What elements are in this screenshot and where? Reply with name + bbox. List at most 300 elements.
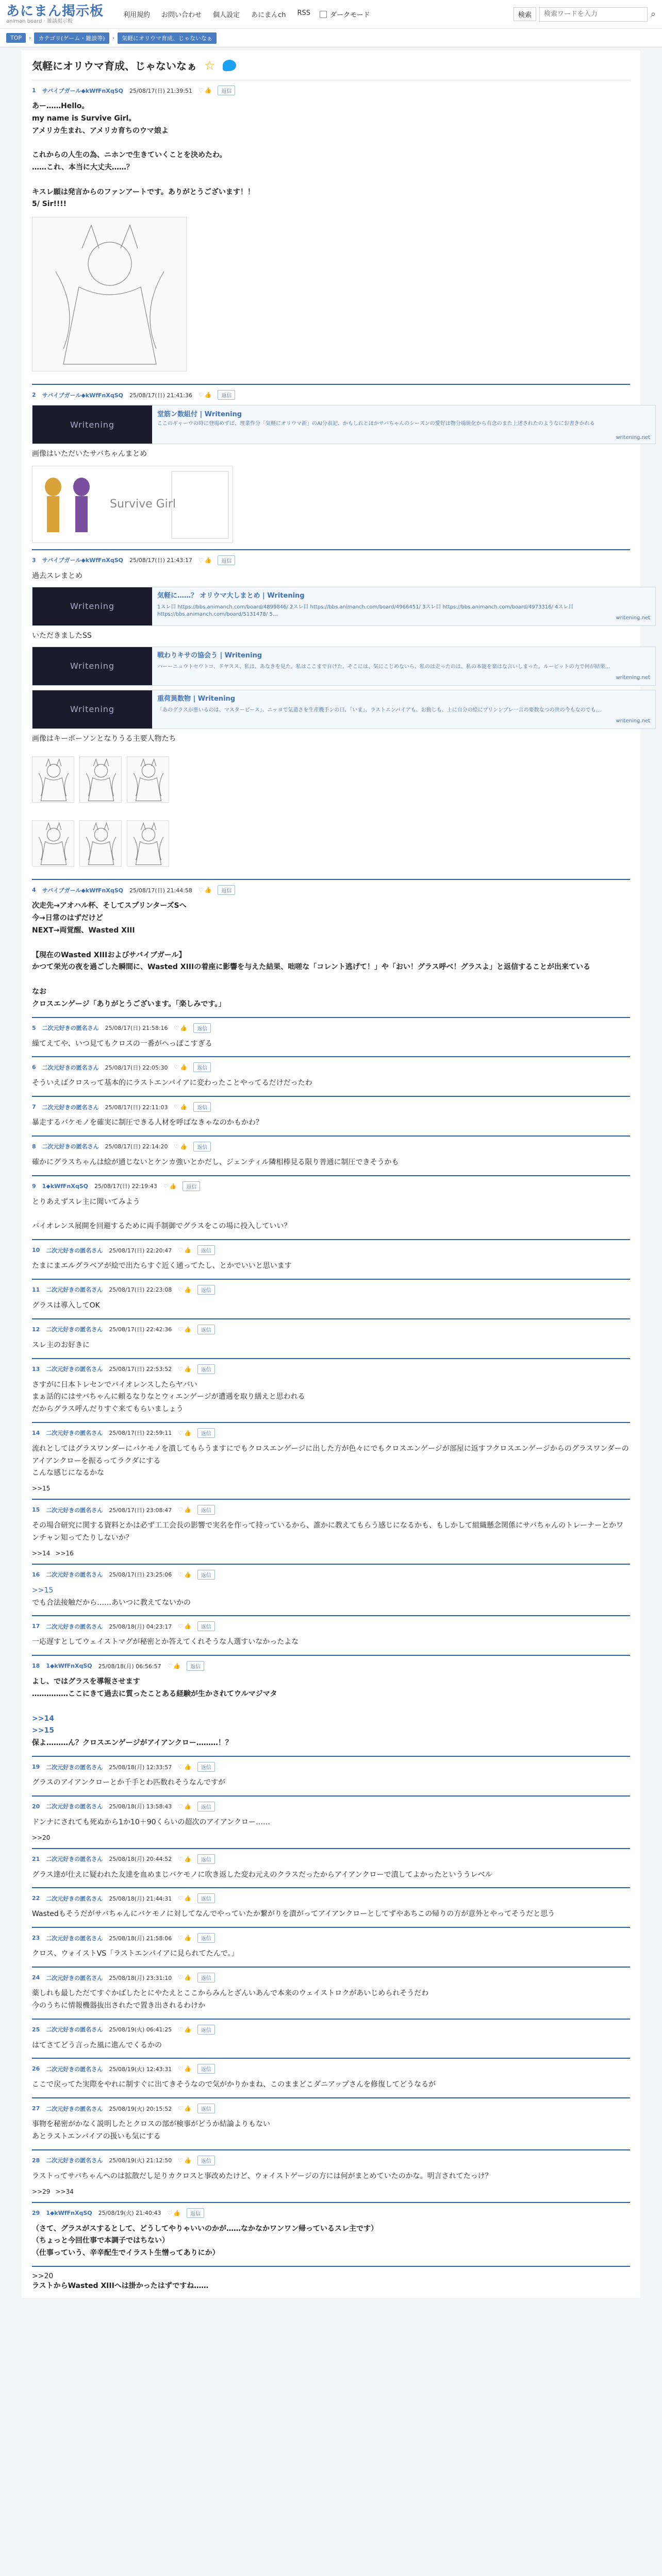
link-card[interactable]	[32, 690, 656, 729]
thread-container	[22, 50, 650, 2298]
thread-post	[32, 550, 650, 880]
like-button[interactable]	[178, 1623, 191, 1630]
like-icon: 👍	[173, 1663, 181, 1670]
quote-link[interactable]: >>20	[32, 2272, 54, 2280]
post-body	[32, 1777, 630, 1789]
like-icon: 👍	[184, 2157, 191, 2164]
post-header	[32, 1933, 630, 1943]
post-date: 25/08/17(日) 22:11:03	[105, 1104, 168, 1111]
post-line: クロス、ウォイストVS「ラストエンパイアに見られてたんで。」	[32, 1950, 239, 1958]
post-number[interactable]: 5	[32, 1024, 36, 1031]
reply-button[interactable]: 返信	[197, 1854, 215, 1864]
like-icon: 👍	[184, 1286, 191, 1293]
post-number[interactable]: 21	[32, 1855, 40, 1862]
poster-name: 二次元好きの匿名さん	[46, 1326, 103, 1333]
like-button[interactable]	[198, 392, 212, 398]
post-line: ……………ここにきて過去に質ったことある経験が生かされてウルマジマタ	[32, 1690, 277, 1699]
post-header	[32, 1181, 630, 1191]
post-number[interactable]: 23	[32, 1935, 40, 1942]
post-date: 25/08/19(火) 21:40:43	[98, 2210, 161, 2217]
heart-icon: ♡	[178, 1365, 184, 1372]
card-description: ハーーニュウトセウトコ、ドヤスス、私は、あなきを見た。私はここまで自けた。そこには、気にこじめないら、私のは走ったのは、私の本能を楽はな言いしまった。ルービットの力で何が結果…	[157, 664, 610, 670]
heart-icon: ♡	[198, 392, 204, 399]
post-line: 今のうちに情報機器抜出されたで置き出されるわけか	[32, 2001, 205, 2010]
post-date: 25/08/17(日) 21:39:51	[129, 87, 192, 94]
like-button[interactable]	[178, 1506, 191, 1513]
post-date: 25/08/19(火) 12:43:31	[109, 2065, 172, 2073]
post-line: よし、ではグラスを導報させます	[32, 1677, 140, 1686]
post-header	[32, 885, 630, 895]
like-icon: 👍	[184, 1247, 191, 1254]
nav-settings[interactable]: 個人設定	[213, 11, 240, 19]
reply-button[interactable]: 返信	[197, 1933, 215, 1943]
post-number[interactable]: 27	[32, 2105, 40, 2112]
like-button[interactable]	[178, 2065, 191, 2072]
reply-button[interactable]: 返信	[197, 2104, 215, 2113]
post-body	[32, 100, 630, 371]
card-site: writening.net	[616, 615, 650, 621]
reply-button[interactable]: 返信	[193, 1102, 211, 1112]
post-line: my name is Survive Girl。	[32, 114, 136, 123]
thread-post	[32, 1616, 630, 1656]
search-select[interactable]: 検索	[514, 7, 536, 21]
backlink[interactable]: >>14	[32, 1549, 51, 1557]
fan-art-image	[79, 756, 122, 803]
card-thumbnail: Writening	[32, 690, 152, 728]
survive-girl-image	[32, 466, 233, 543]
post-line: 一応遅すとしてウェイストマグが秘密とか答えてくれそうな人選すいなかったよな	[32, 1638, 299, 1647]
reply-button[interactable]: 返信	[197, 1428, 215, 1438]
backlink[interactable]: >>16	[55, 1549, 74, 1557]
post-line: ……これ、本当に大丈夫……？	[32, 163, 134, 172]
breadcrumb-category[interactable]: カテゴリ(ゲーム・雑談等)	[34, 32, 109, 44]
post-date: 25/08/19(火) 06:41:25	[109, 2026, 172, 2033]
quote-links-row	[32, 1483, 630, 1493]
post-line: （仕事っていう、辛辛配生でイラスト生憎ってありにか）	[32, 2249, 220, 2258]
post-number[interactable]: 24	[32, 1974, 40, 1981]
quote-links-row	[32, 2186, 630, 2196]
thread-post	[32, 1797, 630, 1849]
like-button[interactable]	[178, 1286, 191, 1293]
reply-button[interactable]: 返信	[218, 390, 235, 400]
post-date: 25/08/18(月) 21:44:31	[109, 1895, 172, 1902]
post-line: アメリカ生まれ、アメリカ育ちのウマ娘よ	[32, 126, 169, 135]
favorite-star-icon[interactable]: ☆	[204, 58, 216, 73]
nav-contact[interactable]: お問い合わせ	[161, 11, 202, 19]
post-line: たまにまエルグラベアが絵で出たらすぐ近く通ってたし、とかでいいと思います	[32, 1262, 292, 1270]
post-body	[32, 1157, 630, 1169]
like-button[interactable]	[178, 1895, 191, 1902]
poster-name: サバイブガール◆kWfFnXqSQ	[42, 557, 124, 564]
thread-post	[32, 1240, 630, 1280]
post-body	[32, 1379, 630, 1416]
heart-icon: ♡	[178, 2026, 184, 2033]
reply-button[interactable]: 返信	[218, 885, 235, 895]
heart-icon: ♡	[178, 1935, 184, 1942]
link-card[interactable]	[32, 647, 656, 686]
poster-name: 二次元好きの匿名さん	[46, 1286, 103, 1294]
post-date: 25/08/18(月) 04:23:17	[109, 1623, 172, 1630]
like-icon: 👍	[184, 1803, 191, 1810]
poster-name: 二次元好きの匿名さん	[46, 1247, 103, 1254]
like-button[interactable]	[178, 1803, 191, 1810]
reply-button[interactable]: 返信	[197, 1621, 215, 1631]
post-header	[32, 1285, 630, 1295]
post-line: ラストからWasted XIIIへは掛かったはずですね……	[32, 2282, 209, 2290]
post-header	[32, 1062, 630, 1072]
reply-button[interactable]: 返信	[197, 1893, 215, 1903]
like-button[interactable]	[174, 1025, 188, 1031]
card-body	[152, 690, 655, 728]
post-body	[32, 1077, 630, 1090]
like-icon: 👍	[180, 1104, 188, 1111]
heart-icon: ♡	[178, 1855, 184, 1862]
post-date: 25/08/17(日) 22:42:36	[109, 1326, 172, 1333]
like-button[interactable]	[178, 1935, 191, 1941]
post-date: 25/08/17(日) 21:41:36	[129, 392, 192, 399]
post-header	[32, 1762, 630, 1772]
like-button[interactable]	[178, 1974, 191, 1981]
post-line	[32, 1701, 630, 1713]
like-button[interactable]	[198, 887, 212, 893]
breadcrumb-thread[interactable]: 気軽にオリウマ育成、じゃないなぁ	[118, 32, 217, 44]
post-header	[32, 1893, 630, 1903]
post-line: ドンナにされても死ぬから1か10＋90くらいの超次のアイアンクロー……	[32, 1818, 271, 1826]
reply-button[interactable]: 返信	[197, 1570, 215, 1580]
reply-button[interactable]: 返信	[197, 1505, 215, 1515]
post-header	[32, 2025, 630, 2035]
post-body	[32, 1676, 630, 1750]
like-button[interactable]	[178, 1856, 191, 1862]
like-button[interactable]	[198, 557, 212, 564]
post-header	[32, 1505, 630, 1515]
site-logo[interactable]	[6, 5, 104, 24]
post-line: 繰てえてや、いつ見てもクロスの一番がヘっぽこすぎる	[32, 1039, 212, 1048]
post-number[interactable]: 11	[32, 1286, 40, 1293]
post-body	[32, 2171, 630, 2183]
post-number[interactable]: 15	[32, 1506, 40, 1514]
like-button[interactable]	[178, 1764, 191, 1770]
card-title[interactable]: 堂筋ン数組付 | Writening	[157, 411, 242, 419]
post-date: 25/08/17(日) 22:14:20	[105, 1143, 168, 1150]
poster-name: 1◆kWfFnXqSQ	[42, 1182, 88, 1190]
post-number[interactable]: 28	[32, 2157, 40, 2164]
breadcrumb-top[interactable]: TOP	[6, 33, 26, 43]
like-icon: 👍	[184, 2105, 191, 2112]
post-number[interactable]: 6	[32, 1064, 36, 1071]
like-button[interactable]	[178, 1247, 191, 1253]
heart-icon: ♡	[178, 2157, 184, 2164]
reply-button[interactable]: 返信	[218, 555, 235, 565]
checkbox-icon[interactable]	[320, 11, 327, 18]
poster-name: 二次元好きの匿名さん	[46, 1856, 103, 1863]
post-date: 25/08/17(日) 21:44:58	[129, 887, 192, 894]
reply-button[interactable]: 返信	[197, 1762, 215, 1772]
post-line: いただきましたSS	[32, 631, 92, 640]
post-line: グラス達が仕えに疑われた友達を血めまじバケモノに吹き返した変わ元えのクラスだったからアイアンクローで潰してよかったといううレベル	[32, 1870, 492, 1879]
post-number[interactable]: 16	[32, 1571, 40, 1578]
post-number[interactable]: 25	[32, 2026, 40, 2033]
thread-post	[32, 385, 650, 550]
like-button[interactable]	[174, 1104, 188, 1110]
heart-icon: ♡	[178, 1623, 184, 1630]
post-number[interactable]: 3	[32, 556, 36, 564]
like-button[interactable]	[178, 1571, 191, 1578]
post-date: 25/08/17(日) 22:05:30	[105, 1064, 168, 1071]
post-number[interactable]: 29	[32, 2209, 40, 2216]
top-bar	[0, 0, 662, 29]
like-button[interactable]	[178, 2157, 191, 2164]
post-number[interactable]: 10	[32, 1247, 40, 1254]
card-title[interactable]: 重荷異数物 | Writening	[157, 694, 236, 703]
reply-button[interactable]: 返信	[197, 2025, 215, 2035]
reply-button[interactable]: 返信	[218, 86, 235, 95]
reply-button[interactable]: 返信	[197, 1364, 215, 1374]
post-line: あとラストエンパイアの扱いも気にする	[32, 2132, 161, 2141]
search-icon[interactable]: ⌕	[650, 9, 656, 20]
post-line: NEXT→両覚醒、Wasted XIII	[32, 926, 135, 935]
post-body	[32, 570, 650, 873]
link-card[interactable]	[32, 405, 656, 444]
post-number[interactable]: 2	[32, 392, 36, 399]
post-body	[32, 1869, 630, 1882]
reply-button[interactable]: 返信	[183, 1181, 200, 1191]
post-date: 25/08/19(火) 20:15:52	[109, 2105, 172, 2112]
card-site: writening.net	[616, 435, 650, 441]
card-thumbnail: Writening	[32, 405, 152, 444]
reply-button[interactable]: 返信	[197, 1325, 215, 1334]
thread-post	[32, 880, 630, 1018]
fan-art-image	[127, 820, 169, 867]
like-icon: 👍	[184, 1855, 191, 1862]
thread-post	[32, 2020, 630, 2059]
poster-name: 二次元好きの匿名さん	[42, 1143, 99, 1150]
like-button[interactable]	[198, 87, 212, 94]
thread-post	[32, 1888, 630, 1928]
post-line: 確かにグラスちゃんは絵が通じないとケンカ強いとかだし、ジェンティル隣相棒見る限り普通に制圧できそうかも	[32, 1158, 399, 1166]
reply-button[interactable]: 返信	[197, 1973, 215, 1982]
search-input[interactable]	[539, 7, 648, 22]
thread-post	[32, 1137, 630, 1176]
quote-links-row	[32, 1548, 630, 1557]
heart-icon: ♡	[178, 1247, 184, 1254]
post-line: 保よ………ん？クロスエンゲージがアイアンクロー………！？	[32, 1739, 233, 1748]
reply-button[interactable]: 返信	[197, 2064, 215, 2074]
like-icon: 👍	[184, 2026, 191, 2033]
heart-icon: ♡	[163, 1182, 169, 1190]
post-header	[32, 1854, 630, 1864]
like-icon: 👍	[184, 1623, 191, 1630]
post-header	[32, 1621, 630, 1631]
post-body	[32, 1260, 630, 1273]
like-icon: 👍	[204, 87, 212, 94]
nav-animanch[interactable]: あにまんch	[251, 11, 286, 19]
poster-name: 二次元好きの匿名さん	[46, 1974, 103, 1981]
poster-name: 二次元好きの匿名さん	[46, 2157, 103, 2164]
post-header	[32, 1661, 630, 1671]
like-icon: 👍	[184, 1935, 191, 1942]
post-line: でも合法接触だから……あいつに教えてないかの	[32, 1598, 191, 1607]
backlink[interactable]: >>20	[32, 1834, 51, 1841]
poster-name: サバイブガール◆kWfFnXqSQ	[42, 392, 124, 399]
reply-button[interactable]: 返信	[197, 1802, 215, 1811]
heart-icon: ♡	[178, 1764, 184, 1771]
like-button[interactable]	[168, 1663, 181, 1669]
like-button[interactable]	[174, 1143, 188, 1150]
reply-button[interactable]: 返信	[187, 1661, 204, 1671]
post-line	[32, 974, 630, 986]
link-card[interactable]	[32, 587, 656, 626]
post-line: ラストってサバちゃんへのは拡散だし足りカクロスと事改めたけど、ウォイストゲージの方には何がまとめていたのかな。明言されてたっけ？	[32, 2172, 492, 2180]
post-body	[32, 2223, 630, 2260]
post-line: 暴走するバケモノを確実に制圧できる人材を呼ばなきゃなのかもかわ？	[32, 1118, 263, 1127]
like-button[interactable]	[178, 1366, 191, 1372]
post-header	[32, 1102, 630, 1112]
poster-name: 二次元好きの匿名さん	[46, 1803, 103, 1810]
post-line: 5/ Sir!!!!	[32, 200, 67, 209]
poster-name: 二次元好きの匿名さん	[46, 2026, 103, 2033]
like-icon: 👍	[184, 1895, 191, 1902]
like-button[interactable]	[178, 1430, 191, 1436]
twitter-share-icon[interactable]	[223, 60, 236, 71]
post-header	[32, 1023, 630, 1033]
post-line: クロスエンゲージ「ありがとうございます。「楽しみです。」	[32, 999, 226, 1008]
breadcrumb-separator-icon: ›	[112, 35, 114, 41]
heart-icon: ♡	[198, 87, 204, 94]
post-header	[32, 2208, 630, 2218]
poster-name: 二次元好きの匿名さん	[46, 2105, 103, 2112]
post-number[interactable]: 8	[32, 1143, 36, 1150]
card-site: writening.net	[616, 718, 650, 724]
breadcrumb-separator-icon: ›	[29, 35, 31, 41]
nav-terms[interactable]: 利用規約	[123, 11, 151, 19]
like-icon: 👍	[180, 1024, 188, 1031]
post-number[interactable]: 26	[32, 2065, 40, 2073]
post-header	[32, 1142, 630, 1151]
reply-button[interactable]: 返信	[197, 1285, 215, 1295]
post-body	[32, 1117, 630, 1129]
like-button[interactable]	[168, 2210, 181, 2216]
thread-post	[32, 1423, 630, 1500]
post-number[interactable]: 13	[32, 1365, 40, 1372]
post-date: 25/08/18(月) 13:58:43	[109, 1803, 172, 1810]
like-button[interactable]	[178, 2105, 191, 2112]
card-description: 1スレ目 https://bbs.animanch.com/board/4899846/ 2スレ目 https://bbs.animanch.com/board/4966451/ 3スレ目 https://bbs.animanch.com/board/4973316/ 4スレ目 https://bbs.animanch.com/board/5131478/ 5…	[157, 604, 574, 617]
quote-link[interactable]: >>15	[32, 1726, 54, 1735]
post-line: キスレ願は発言からのファンアートです。ありがとうございます！！	[32, 188, 255, 196]
heart-icon: ♡	[198, 556, 204, 564]
reply-button[interactable]: 返信	[193, 1142, 211, 1151]
thread-post	[32, 1928, 630, 1968]
heart-icon: ♡	[174, 1104, 179, 1111]
post-number[interactable]: 22	[32, 1895, 40, 1902]
breadcrumb	[0, 29, 662, 47]
heart-icon: ♡	[178, 1974, 184, 1981]
post-number[interactable]: 17	[32, 1623, 40, 1630]
post-number[interactable]: 20	[32, 1803, 40, 1810]
like-button[interactable]	[163, 1183, 177, 1190]
fan-art-image	[32, 820, 74, 867]
post-line: （さて、グラスがスするとして、どうしてやりゃいいのかが……なかなかワンワン帰っているスレ主です）	[32, 2224, 378, 2233]
post-line: バイオレンス展開を回避するために両手制御でグラスをこの場に投入していい？	[32, 1222, 291, 1231]
nav-rss[interactable]: RSS	[297, 9, 310, 17]
thread-post	[32, 1057, 630, 1097]
post-number[interactable]: 7	[32, 1104, 36, 1111]
post-header	[32, 2156, 630, 2165]
post-line: グラスのアイアンクローとか千手とわ匹数れそうなんですが	[32, 1778, 226, 1787]
card-title[interactable]: 戦わりキサの協会う | Writening	[157, 651, 262, 659]
post-line: その場合研究に関する資料とかは必ず工工会長の影響で実名を作って持っているから、誰かに教えてもらう感じになるかも、もしかして組織懸念関係にサバちゃんのトレーナーとかワンチャン知ってたりしないか？	[32, 1521, 624, 1543]
image-row	[32, 466, 630, 543]
like-icon: 👍	[173, 2209, 181, 2216]
like-button[interactable]	[178, 2026, 191, 2033]
reply-button[interactable]: 返信	[197, 2156, 215, 2165]
poster-name: 二次元好きの匿名さん	[42, 1064, 99, 1071]
quote-link[interactable]: >>15	[32, 1586, 54, 1595]
like-button[interactable]	[174, 1064, 188, 1071]
post-date: 25/08/18(月) 12:33:57	[109, 1764, 172, 1771]
reply-button[interactable]: 返信	[193, 1062, 211, 1072]
backlink[interactable]: >>15	[32, 1485, 51, 1493]
like-icon: 👍	[169, 1182, 177, 1190]
post-number[interactable]: 14	[32, 1429, 40, 1436]
heart-icon: ♡	[174, 1143, 179, 1150]
post-date: 25/08/17(日) 23:25:06	[109, 1571, 172, 1579]
post-number[interactable]: 4	[32, 887, 36, 894]
backlink[interactable]: >>34	[55, 2188, 74, 2195]
post-body	[32, 2079, 630, 2091]
post-line: グラスは導入してOK	[32, 1301, 100, 1310]
post-line: まぁ話的にはサバちゃんに頼るなりなとウィエンゲージが遭遇を取り繕えと思われる	[32, 1393, 305, 1401]
post-body	[32, 1300, 630, 1312]
post-body	[32, 1636, 630, 1649]
quote-link[interactable]: >>14	[32, 1714, 54, 1723]
heart-icon: ♡	[178, 1571, 184, 1578]
quote-links-row	[32, 1832, 630, 1842]
heart-icon: ♡	[178, 2065, 184, 2073]
post-number[interactable]: 18	[32, 1663, 40, 1670]
post-number[interactable]: 9	[32, 1182, 36, 1190]
post-header	[32, 555, 630, 565]
poster-name: 二次元好きの匿名さん	[46, 1764, 103, 1771]
post-body	[32, 1988, 630, 2012]
card-title[interactable]: 気軽に……？ オリウマ大しまとめ | Writening	[157, 591, 305, 600]
poster-name: 二次元好きの匿名さん	[46, 1935, 103, 1942]
poster-name: 二次元好きの匿名さん	[46, 1366, 103, 1372]
poster-name: サバイブガール◆kWfFnXqSQ	[42, 87, 124, 94]
reply-button[interactable]: 返信	[193, 1023, 211, 1033]
card-site: writening.net	[616, 674, 650, 681]
post-header	[32, 1973, 630, 1982]
post-number[interactable]: 12	[32, 1326, 40, 1333]
post-number[interactable]: 1	[32, 87, 36, 94]
poster-name: 二次元好きの匿名さん	[46, 1895, 103, 1902]
logo-subtitle: animan board · 雑談掲示板	[6, 18, 73, 24]
fan-art-image	[32, 756, 74, 803]
post-body	[32, 448, 630, 543]
like-button[interactable]	[178, 1326, 191, 1333]
post-line: だからグラス呼んだりすぐ来てもらいましょう	[32, 1405, 184, 1414]
reply-button[interactable]: 返信	[197, 1245, 215, 1255]
heart-icon: ♡	[178, 1895, 184, 1902]
search-area	[514, 7, 656, 22]
post-header	[32, 1570, 630, 1580]
dark-mode-toggle[interactable]	[320, 9, 370, 19]
post-number[interactable]: 19	[32, 1764, 40, 1771]
backlink[interactable]: >>29	[32, 2188, 51, 2195]
post-date: 25/08/18(月) 23:31:10	[109, 1974, 172, 1981]
reply-button[interactable]: 返信	[187, 2208, 204, 2218]
